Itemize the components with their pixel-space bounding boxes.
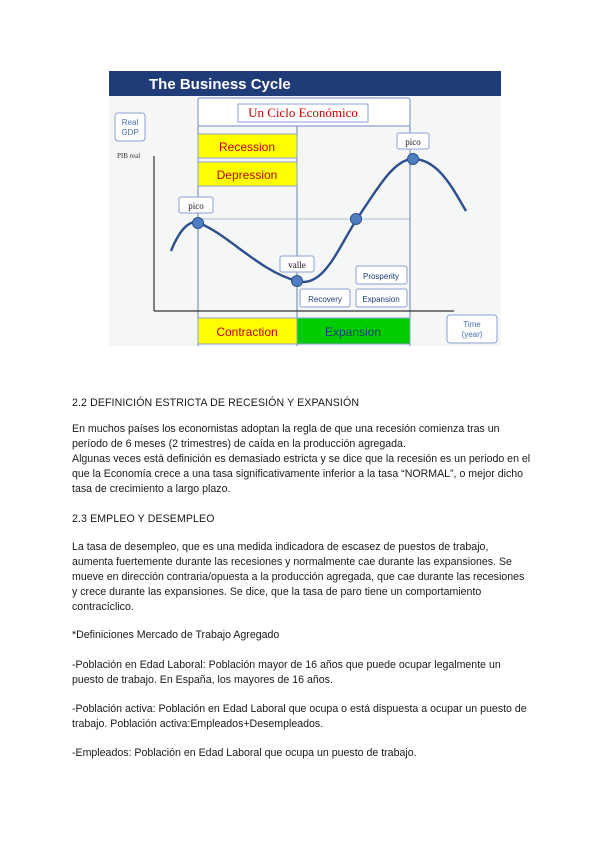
section-2-body [72, 540, 532, 615]
section-1-heading-block [72, 396, 532, 411]
section-2-heading: 2.3 EMPLEO Y DESEMPLEO [72, 513, 215, 525]
figure-subtitle: Un Ciclo Económico [248, 105, 358, 120]
peak-label-right: pico [405, 137, 421, 147]
prosperity-label: Prosperity [362, 272, 400, 281]
definition-item-3-block [72, 746, 532, 761]
x-axis-label-line2: (year) [461, 330, 483, 339]
section-1-body [72, 422, 532, 497]
definition-item-2: -Población activa: Población en Edad Laboral que ocupa o está dispuesta a ocupar un puesto de trabajo. Población activa:Empleados+Desempleados. [72, 703, 527, 730]
section-1-heading: 2.2 DEFINICIÓN ESTRICTA DE RECESIÓN Y EXPANSIÓN [72, 397, 360, 409]
depression-label: Depression [216, 168, 278, 182]
definitions-heading: *Definiciones Mercado de Trabajo Agregado [72, 629, 280, 641]
y-axis-label-en-line1: Real [121, 118, 139, 127]
business-cycle-diagram [109, 71, 501, 346]
y-axis-label-en-line2: GDP [121, 128, 139, 137]
section-2-heading-block [72, 512, 532, 527]
definition-item-2-block [72, 702, 532, 732]
section-1-paragraph-1: En muchos países los economistas adoptan la regla de que una recesión comienza tras un período de 6 meses (2 trimestres) de caída en la producción agregada. [72, 423, 500, 450]
definition-item-1: -Población en Edad Laboral: Población mayor de 16 años que puede ocupar legalmente un puesto de trabajo. En España, los mayores de 16 años. [72, 659, 501, 686]
definitions-heading-block [72, 628, 532, 643]
business-cycle-figure [109, 71, 501, 346]
section-2-paragraph-1: La tasa de desempleo, que es una medida indicadora de escasez de puestos de trabajo, aumenta fuertemente durante las recesiones y normalmente cae durante las expansiones. Se mueve en dirección contraria/opuesta a la producción agregada, que cae durante las recesiones y crece durante las expansiones. Se dice, que la tasa de paro tiene un comportamiento contracíclico. [72, 541, 525, 613]
recession-label: Recession [218, 140, 276, 154]
peak-point-left [193, 218, 204, 229]
definition-item-1-block [72, 658, 532, 688]
peak-label-left: pico [188, 201, 204, 211]
recovery-label: Recovery [308, 295, 342, 304]
recovery-point [351, 214, 362, 225]
figure-title: The Business Cycle [149, 76, 291, 93]
peak-point-right [408, 154, 419, 165]
contraction-label: Contraction [216, 325, 278, 339]
x-axis-label-line1: Time [463, 320, 481, 329]
expansion-label: Expansion [324, 325, 382, 339]
trough-point [292, 276, 303, 287]
y-axis-label-es: PIB real [117, 152, 141, 160]
trough-label: valle [288, 260, 306, 270]
expansion-small-label: Expansion [362, 295, 400, 304]
definition-item-3: -Empleados: Población en Edad Laboral que ocupa un puesto de trabajo. [72, 747, 417, 759]
section-1-paragraph-2: Algunas veces está definición es demasiado estricta y se dice que la recesión es un periodo en el que la Economía crece a una tasa significativamente inferior a la tasa “NORMAL”, o mejor dicho tasa de crecimiento a largo plazo. [72, 453, 531, 495]
